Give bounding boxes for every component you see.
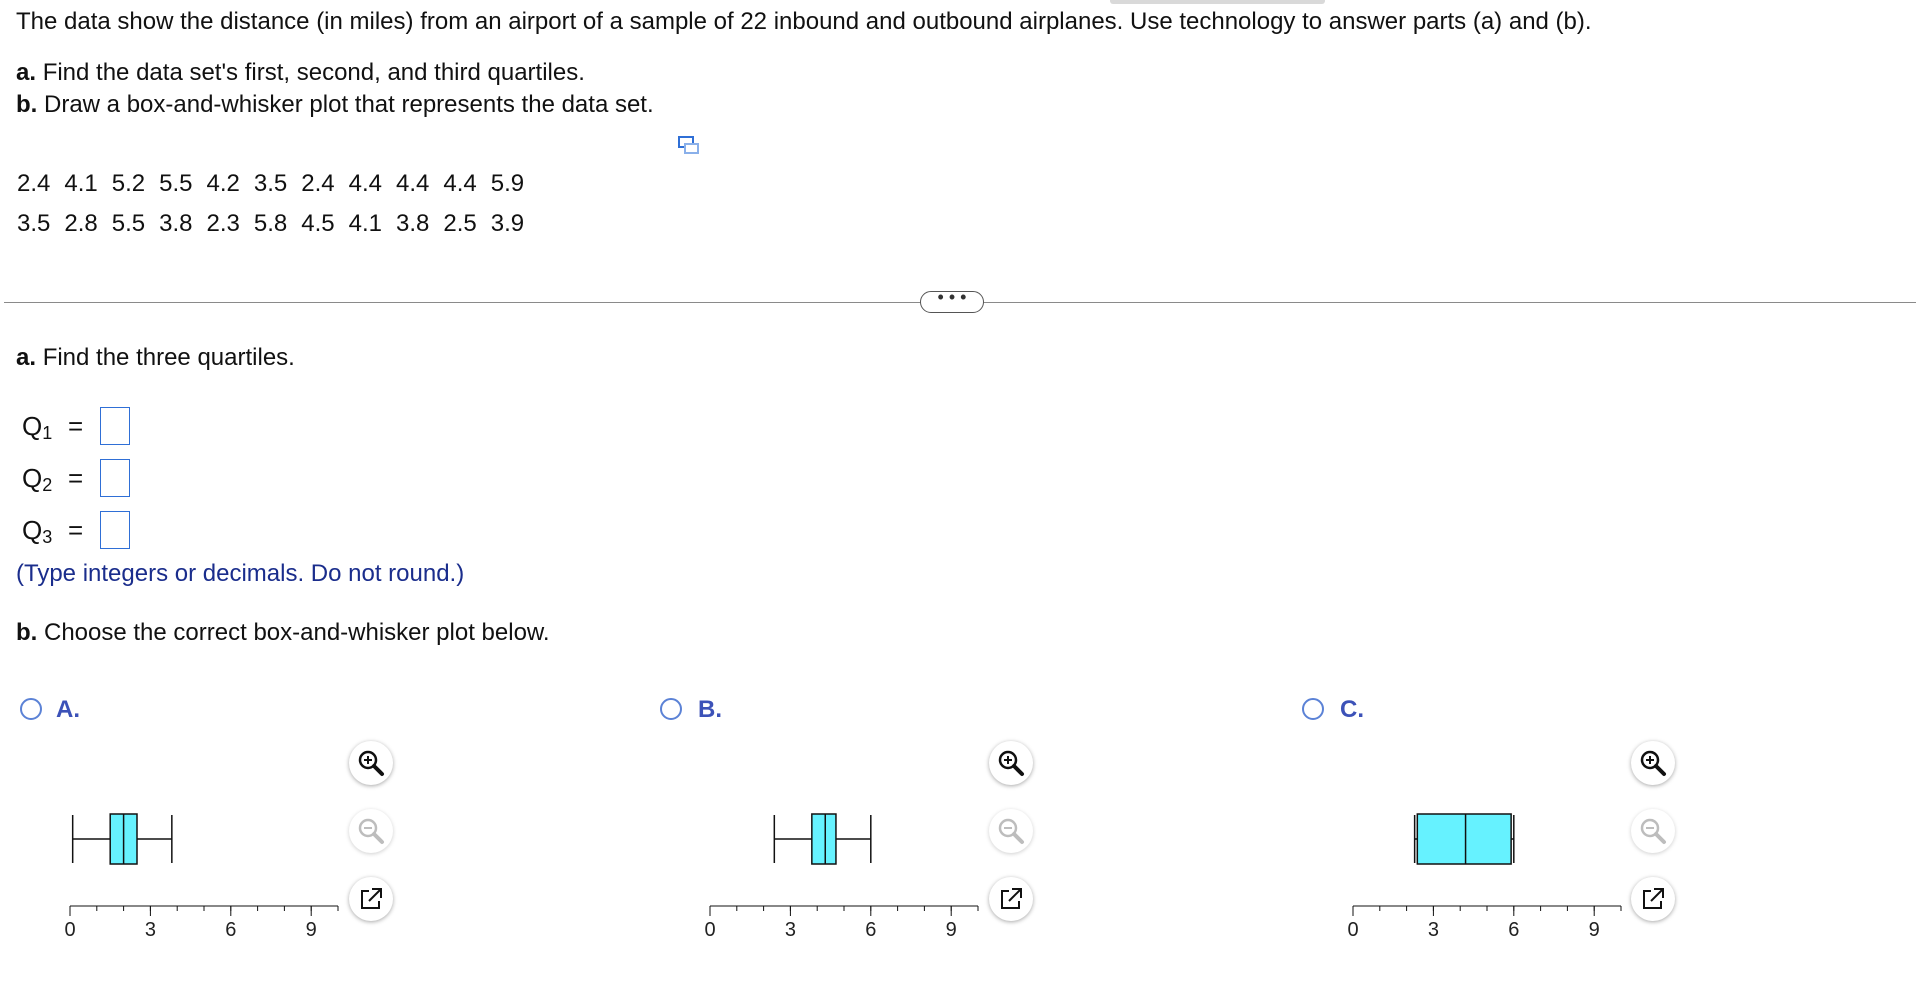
data-cell: 2.4 xyxy=(301,170,335,197)
data-cell: 3.5 xyxy=(17,210,51,237)
instruction-a-label: a. xyxy=(16,59,37,86)
part-b-heading xyxy=(16,619,550,647)
box-plot-c xyxy=(1333,790,1633,940)
q3-row xyxy=(22,509,84,551)
axis-tick-label: 0 xyxy=(1347,919,1359,940)
box-plot-a xyxy=(50,790,350,940)
data-cell: 4.1 xyxy=(64,170,98,197)
q3-input[interactable] xyxy=(100,511,130,549)
option-a-zoom-in-button[interactable] xyxy=(349,741,393,785)
data-row xyxy=(10,164,531,204)
instruction-b-text: Draw a box-and-whisker plot that represents the data set. xyxy=(44,91,654,118)
option-c-zoom-in-button[interactable] xyxy=(1631,741,1675,785)
popout-icon xyxy=(996,884,1026,914)
option-c-popout-button[interactable] xyxy=(1631,877,1675,921)
data-cell: 4.4 xyxy=(443,170,477,197)
data-cell: 3.9 xyxy=(490,210,525,237)
option-a-zoom-out-button[interactable] xyxy=(349,809,393,853)
data-cell: 4.4 xyxy=(396,170,430,197)
q3-symbol: Q xyxy=(22,515,43,545)
axis-tick-label: 6 xyxy=(225,919,237,940)
part-a-heading xyxy=(16,344,295,372)
axis-tick-label: 3 xyxy=(144,919,156,940)
q2-row xyxy=(22,457,84,499)
q2-input[interactable] xyxy=(100,459,130,497)
data-cell: 4.2 xyxy=(206,170,240,197)
data-cell: 4.5 xyxy=(301,210,335,237)
zoom-in-icon xyxy=(356,748,386,778)
option-b-letter[interactable]: B. xyxy=(698,696,722,723)
axis-tick-label: 9 xyxy=(945,919,957,940)
zoom-out-icon xyxy=(1638,816,1668,846)
zoom-in-icon xyxy=(1638,748,1668,778)
data-cell: 3.5 xyxy=(253,170,288,197)
top-scroll-indicator xyxy=(1110,0,1325,4)
q1-input[interactable] xyxy=(100,407,130,445)
instruction-b-label: b. xyxy=(16,91,38,118)
axis-tick-label: 0 xyxy=(704,919,716,940)
data-cell: 2.4 xyxy=(17,170,51,197)
question-intro: The data show the distance (in miles) from an airport of a sample of 22 inbound and outbound airplanes. Use technology to answer parts (a) and (b). xyxy=(16,8,1592,35)
data-cell: 5.5 xyxy=(111,210,146,237)
q3-label xyxy=(22,515,52,545)
part-b-label: b. xyxy=(16,619,38,646)
q1-label xyxy=(22,411,52,441)
q1-symbol: Q xyxy=(22,411,43,441)
option-b-zoom-out-button[interactable] xyxy=(989,809,1033,853)
input-hint: (Type integers or decimals. Do not round.) xyxy=(16,560,465,587)
axis-tick-label: 6 xyxy=(865,919,877,940)
data-cell: 2.5 xyxy=(443,210,477,237)
option-c-zoom-out-button[interactable] xyxy=(1631,809,1675,853)
option-c-radio[interactable] xyxy=(1302,698,1324,720)
q2-symbol: Q xyxy=(22,463,43,493)
option-a-radio[interactable] xyxy=(20,698,42,720)
option-b-zoom-in-button[interactable] xyxy=(989,741,1033,785)
popout-icon xyxy=(356,884,386,914)
data-cell: 2.8 xyxy=(64,210,98,237)
axis-tick-label: 9 xyxy=(305,919,317,940)
instruction-a xyxy=(16,59,585,87)
q2-subscript: 2 xyxy=(42,475,53,495)
q1-equals: = xyxy=(68,411,84,441)
axis-tick-label: 6 xyxy=(1508,919,1520,940)
q1-row xyxy=(22,405,84,447)
data-cell: 5.5 xyxy=(159,170,193,197)
q1-subscript: 1 xyxy=(42,423,53,443)
instruction-a-text: Find the data set's first, second, and third quartiles. xyxy=(42,59,585,86)
data-cell: 5.9 xyxy=(490,170,525,197)
q3-subscript: 3 xyxy=(42,527,53,547)
option-b-popout-button[interactable] xyxy=(989,877,1033,921)
expand-button[interactable]: • • • xyxy=(920,291,984,313)
option-a-popout-button[interactable] xyxy=(349,877,393,921)
data-cell: 5.8 xyxy=(253,210,288,237)
box-plot-b xyxy=(690,790,990,940)
zoom-out-icon xyxy=(996,816,1026,846)
option-c-letter[interactable]: C. xyxy=(1340,696,1364,723)
part-b-prompt: Choose the correct box-and-whisker plot below. xyxy=(44,619,550,646)
axis-tick-label: 3 xyxy=(1427,919,1439,940)
data-cell: 3.8 xyxy=(396,210,430,237)
data-cell: 3.8 xyxy=(159,210,193,237)
copy-data-icon[interactable] xyxy=(678,134,700,156)
data-cell: 4.1 xyxy=(348,210,382,237)
option-b-radio[interactable] xyxy=(660,698,682,720)
part-a-label: a. xyxy=(16,344,37,371)
data-row xyxy=(10,204,531,244)
popout-icon xyxy=(1638,884,1668,914)
data-cell: 5.2 xyxy=(111,170,146,197)
axis-tick-label: 0 xyxy=(64,919,76,940)
part-a-prompt: Find the three quartiles. xyxy=(42,344,295,371)
q2-label xyxy=(22,463,52,493)
data-cell: 4.4 xyxy=(348,170,382,197)
box-iqr xyxy=(812,814,836,864)
q2-equals: = xyxy=(68,463,84,493)
box-iqr xyxy=(1417,814,1511,864)
axis-tick-label: 9 xyxy=(1588,919,1600,940)
axis-tick-label: 3 xyxy=(784,919,796,940)
option-a-letter[interactable]: A. xyxy=(56,696,80,723)
data-table xyxy=(10,164,531,244)
zoom-in-icon xyxy=(996,748,1026,778)
q3-equals: = xyxy=(68,515,84,545)
data-cell: 2.3 xyxy=(206,210,240,237)
zoom-out-icon xyxy=(356,816,386,846)
instruction-b xyxy=(16,91,654,119)
